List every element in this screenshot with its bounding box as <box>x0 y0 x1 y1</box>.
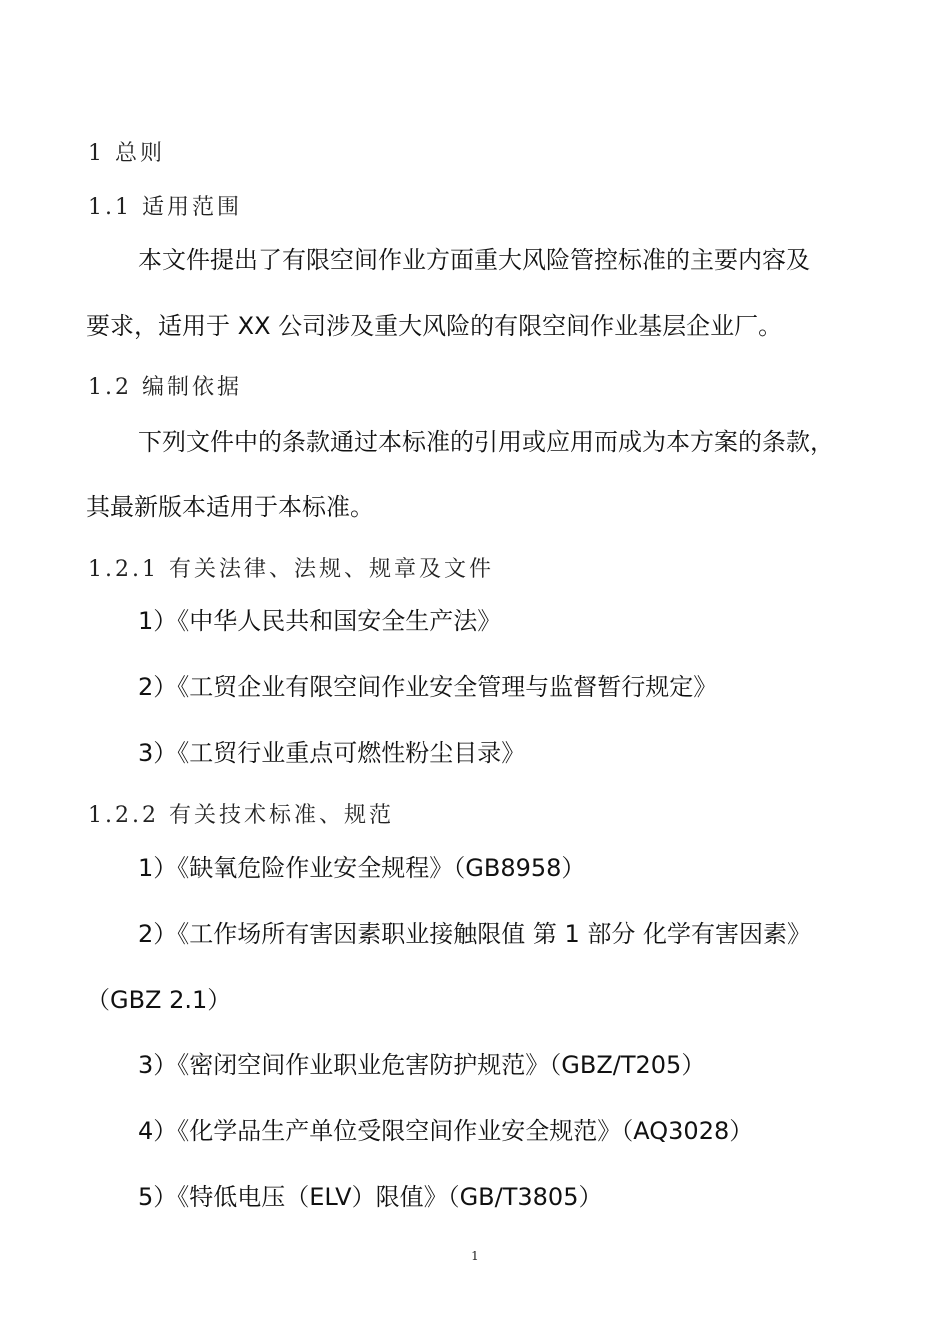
law-item-1: 1）《中华人民共和国安全生产法》 <box>138 607 502 635</box>
law-item-2: 2）《工贸企业有限空间作业安全管理与监督暂行规定》 <box>138 673 718 701</box>
standard-item-2-line-1: 2）《工作场所有害因素职业接触限值 第 1 部分 化学有害因素》 <box>138 920 812 948</box>
standard-item-3: 3）《密闭空间作业职业危害防护规范》（GBZ/T205） <box>138 1051 706 1079</box>
heading-basis: 1.2 编制依据 <box>88 375 242 400</box>
heading-standards: 1.2.2 有关技术标准、规范 <box>88 803 394 828</box>
heading-laws: 1.2.1 有关法律、法规、规章及文件 <box>88 557 494 582</box>
scope-paragraph-line-2: 要求，适用于 XX 公司涉及重大风险的有限空间作业基层企业厂。 <box>86 312 783 340</box>
standard-item-5: 5）《特低电压（ELV）限值》（GB/T3805） <box>138 1183 603 1211</box>
heading-general: 1 总则 <box>88 141 165 166</box>
standard-item-1: 1）《缺氧危险作业安全规程》（GB8958） <box>138 854 586 882</box>
heading-scope: 1.1 适用范围 <box>88 195 242 220</box>
standard-item-2-line-2: （GBZ 2.1） <box>86 986 232 1014</box>
page-number: 1 <box>471 1249 479 1263</box>
law-item-3: 3）《工贸行业重点可燃性粉尘目录》 <box>138 739 526 767</box>
basis-paragraph-line-1: 下列文件中的条款通过本标准的引用或应用而成为本方案的条款， <box>138 428 834 456</box>
scope-paragraph-line-1: 本文件提出了有限空间作业方面重大风险管控标准的主要内容及 <box>138 246 810 274</box>
standard-item-4: 4）《化学品生产单位受限空间作业安全规范》（AQ3028） <box>138 1117 754 1145</box>
basis-paragraph-line-2: 其最新版本适用于本标准。 <box>86 493 374 521</box>
